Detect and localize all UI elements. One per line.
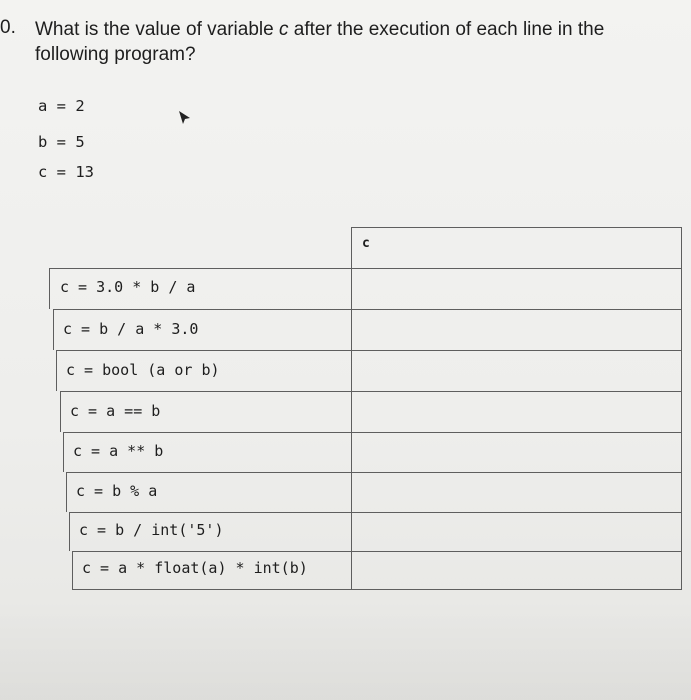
table-row-8-code: c = a * float(a) * int(b) [82,559,308,577]
answer-cell-3[interactable] [360,362,670,382]
column-header-c: c [362,236,370,251]
table-row-6-code: c = b % a [76,482,158,500]
table-row-4-code: c = a == b [70,402,161,420]
question-text: What is the value of variable c after the execution of each line in the following program? [35,19,605,65]
table-row-1-code: c = 3.0 * b / a [60,278,196,296]
answer-cell-5[interactable] [360,443,670,463]
program-line-1: a = 2 [38,97,85,115]
answer-cell-1[interactable] [360,280,670,300]
answer-cell-2[interactable] [360,321,670,341]
variable-name: c [278,19,289,40]
question-number: 0. [0,17,16,38]
answer-cell-4[interactable] [360,403,670,423]
program-line-2: b = 5 [38,133,85,151]
table-row-5-code: c = a ** b [73,442,164,460]
table-row-2-code: c = b / a * 3.0 [63,320,199,338]
answer-cell-6[interactable] [360,483,670,503]
mouse-cursor-icon [178,110,192,128]
table-row-3-code: c = bool (a or b) [66,361,220,379]
table-row-7-code: c = b / int('5') [79,521,224,539]
answer-cell-7[interactable] [360,522,670,542]
answer-cell-8[interactable] [360,560,670,580]
page-shadow [0,600,691,700]
program-line-3: c = 13 [38,163,94,181]
